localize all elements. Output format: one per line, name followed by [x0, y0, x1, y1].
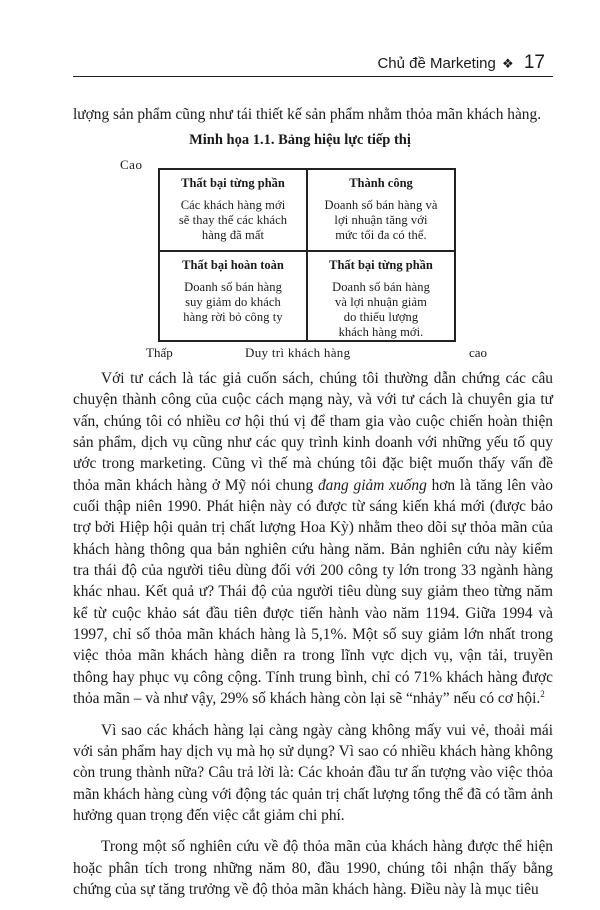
cell-line: do thiếu lượng — [343, 310, 419, 324]
matrix-cell-bottom-left — [159, 251, 307, 341]
paragraph-3: Trong một số nghiên cứu về độ thỏa mãn của khách hàng được thể hiện hoặc phân tích trong những năm 80, đầu 1990, chúng tôi nhận thấy bằng chứng của sự tăng trưởng về độ thỏa mãn khách hàng. Điều này là mục tiêu — [73, 838, 553, 898]
cell-title: Thất bại hoàn toàn — [182, 258, 284, 272]
cell-line: Doanh số bán hàng — [332, 280, 430, 294]
paragraph-1-part-b: hơn là tăng lên vào cuối thập niên 1990. Phát hiện này có được từ sáng kiến khá mới (được bảo trợ bởi Hiệp hội quản trị chất lượng Hoa Kỳ) nhằm theo dõi sự thỏa mãn của khách hàng thông qua bản nghiên cứu hàng năm. Bản nghiên cứu này kiểm tra thái độ của người tiêu dùng đối với 200 công ty lớn trong 33 ngành hàng khác nhau. Kết quả ư? Thái độ của người tiêu dùng suy giảm theo từng năm kể từ cuộc khảo sát đầu tiên được tiến hành vào năm 1194. Giữa 1994 và 1997, chỉ số thỏa mãn khách hàng là 5,1%. Một số suy giảm lớn nhất trong việc thỏa mãn khách hàng diễn ra trong lĩnh vực dịch vụ, vận tải, truyền thông hay phục vụ công cộng. Tính trung bình, chỉ có 71% khách hàng được thỏa mãn – và như vậy, 29% số khách hàng còn lại sẽ “nhảy” nếu có cơ hội. — [73, 476, 554, 708]
matrix-cell-bottom-right — [307, 251, 455, 341]
figure-title: Minh họa 1.1. Bảng hiệu lực tiếp thị — [189, 132, 411, 148]
paragraph-1 — [73, 368, 553, 710]
cell-line: Các khách hàng mới — [180, 198, 286, 212]
header-text — [377, 52, 545, 74]
cell-line: khách hàng mới. — [338, 325, 424, 339]
axis-high-right-label: cao — [469, 345, 488, 360]
cell-line: lợi nhuận tăng với — [334, 213, 428, 227]
running-header — [73, 50, 553, 77]
page-number: 17 — [523, 52, 545, 73]
body-text — [73, 368, 553, 910]
cell-line: hàng rời bỏ công ty — [183, 310, 283, 324]
cell-line: mức tối đa có thể. — [335, 228, 427, 242]
paragraph-2: Vì sao các khách hàng lại càng ngày càng không mấy vui vẻ, thoải mái với sản phẩm hay dịch vụ mà họ sử dụng? Vì sao có nhiều khách hàng không còn trung thành nữa? Câu trả lời là: Các khoản đầu tư ấn tượng vào việc thỏa mãn khách hàng cùng với động tác quản trị chất lượng tổng thể đã có tầm ảnh hưởng quan trọng đến việc cắt giảm chi phí. — [73, 721, 553, 824]
cell-line: và lợi nhuận giảm — [335, 295, 427, 309]
lead-line: lượng sản phẩm cũng như tái thiết kế sản phẩm nhằm thỏa mãn khách hàng. — [73, 106, 542, 123]
cell-line: hàng đã mất — [201, 228, 265, 242]
cell-line: Doanh số bán hàng — [184, 280, 282, 294]
cell-title: Thất bại từng phần — [329, 258, 433, 272]
axis-title: Duy trì khách hàng — [245, 345, 351, 360]
footnote-ref: 2 — [540, 689, 545, 700]
diamond-icon: ❖ — [502, 56, 514, 71]
axis-high-label: Cao — [120, 157, 143, 172]
marketing-effectiveness-matrix — [158, 168, 456, 342]
cell-title: Thất bại từng phần — [181, 176, 285, 190]
paragraph-1-emphasis: đang giảm xuống — [317, 476, 427, 494]
cell-line: suy giảm do khách — [185, 295, 281, 309]
axis-low-label: Thấp — [146, 345, 173, 360]
cell-line: sẽ thay thế các khách — [178, 213, 288, 227]
header-title: Chủ đề Marketing — [377, 55, 496, 72]
cell-line: Doanh số bán hàng và — [324, 198, 438, 212]
cell-title: Thành công — [349, 176, 413, 190]
matrix-cell-top-left — [159, 169, 307, 251]
paragraph-1-part-a: Với tư cách là tác giả cuốn sách, chúng tôi thường dẫn chứng các câu chuyện thành công của cuộc cách mạng này, và với tư cách là chuyên gia tư vấn, chúng tôi có nhiều cơ hội thú vị để tham gia vào cuộc chiến hoàn thiện sản phẩm, dịch vụ cũng như các quy trình kinh doanh với những yếu tố quy ước trong marketing. Cũng vì thế mà chúng tôi đặc biệt muốn thấy vấn đề thỏa mãn khách hàng ở Mỹ nói chung — [73, 370, 553, 494]
matrix-cell-top-right — [307, 169, 455, 251]
